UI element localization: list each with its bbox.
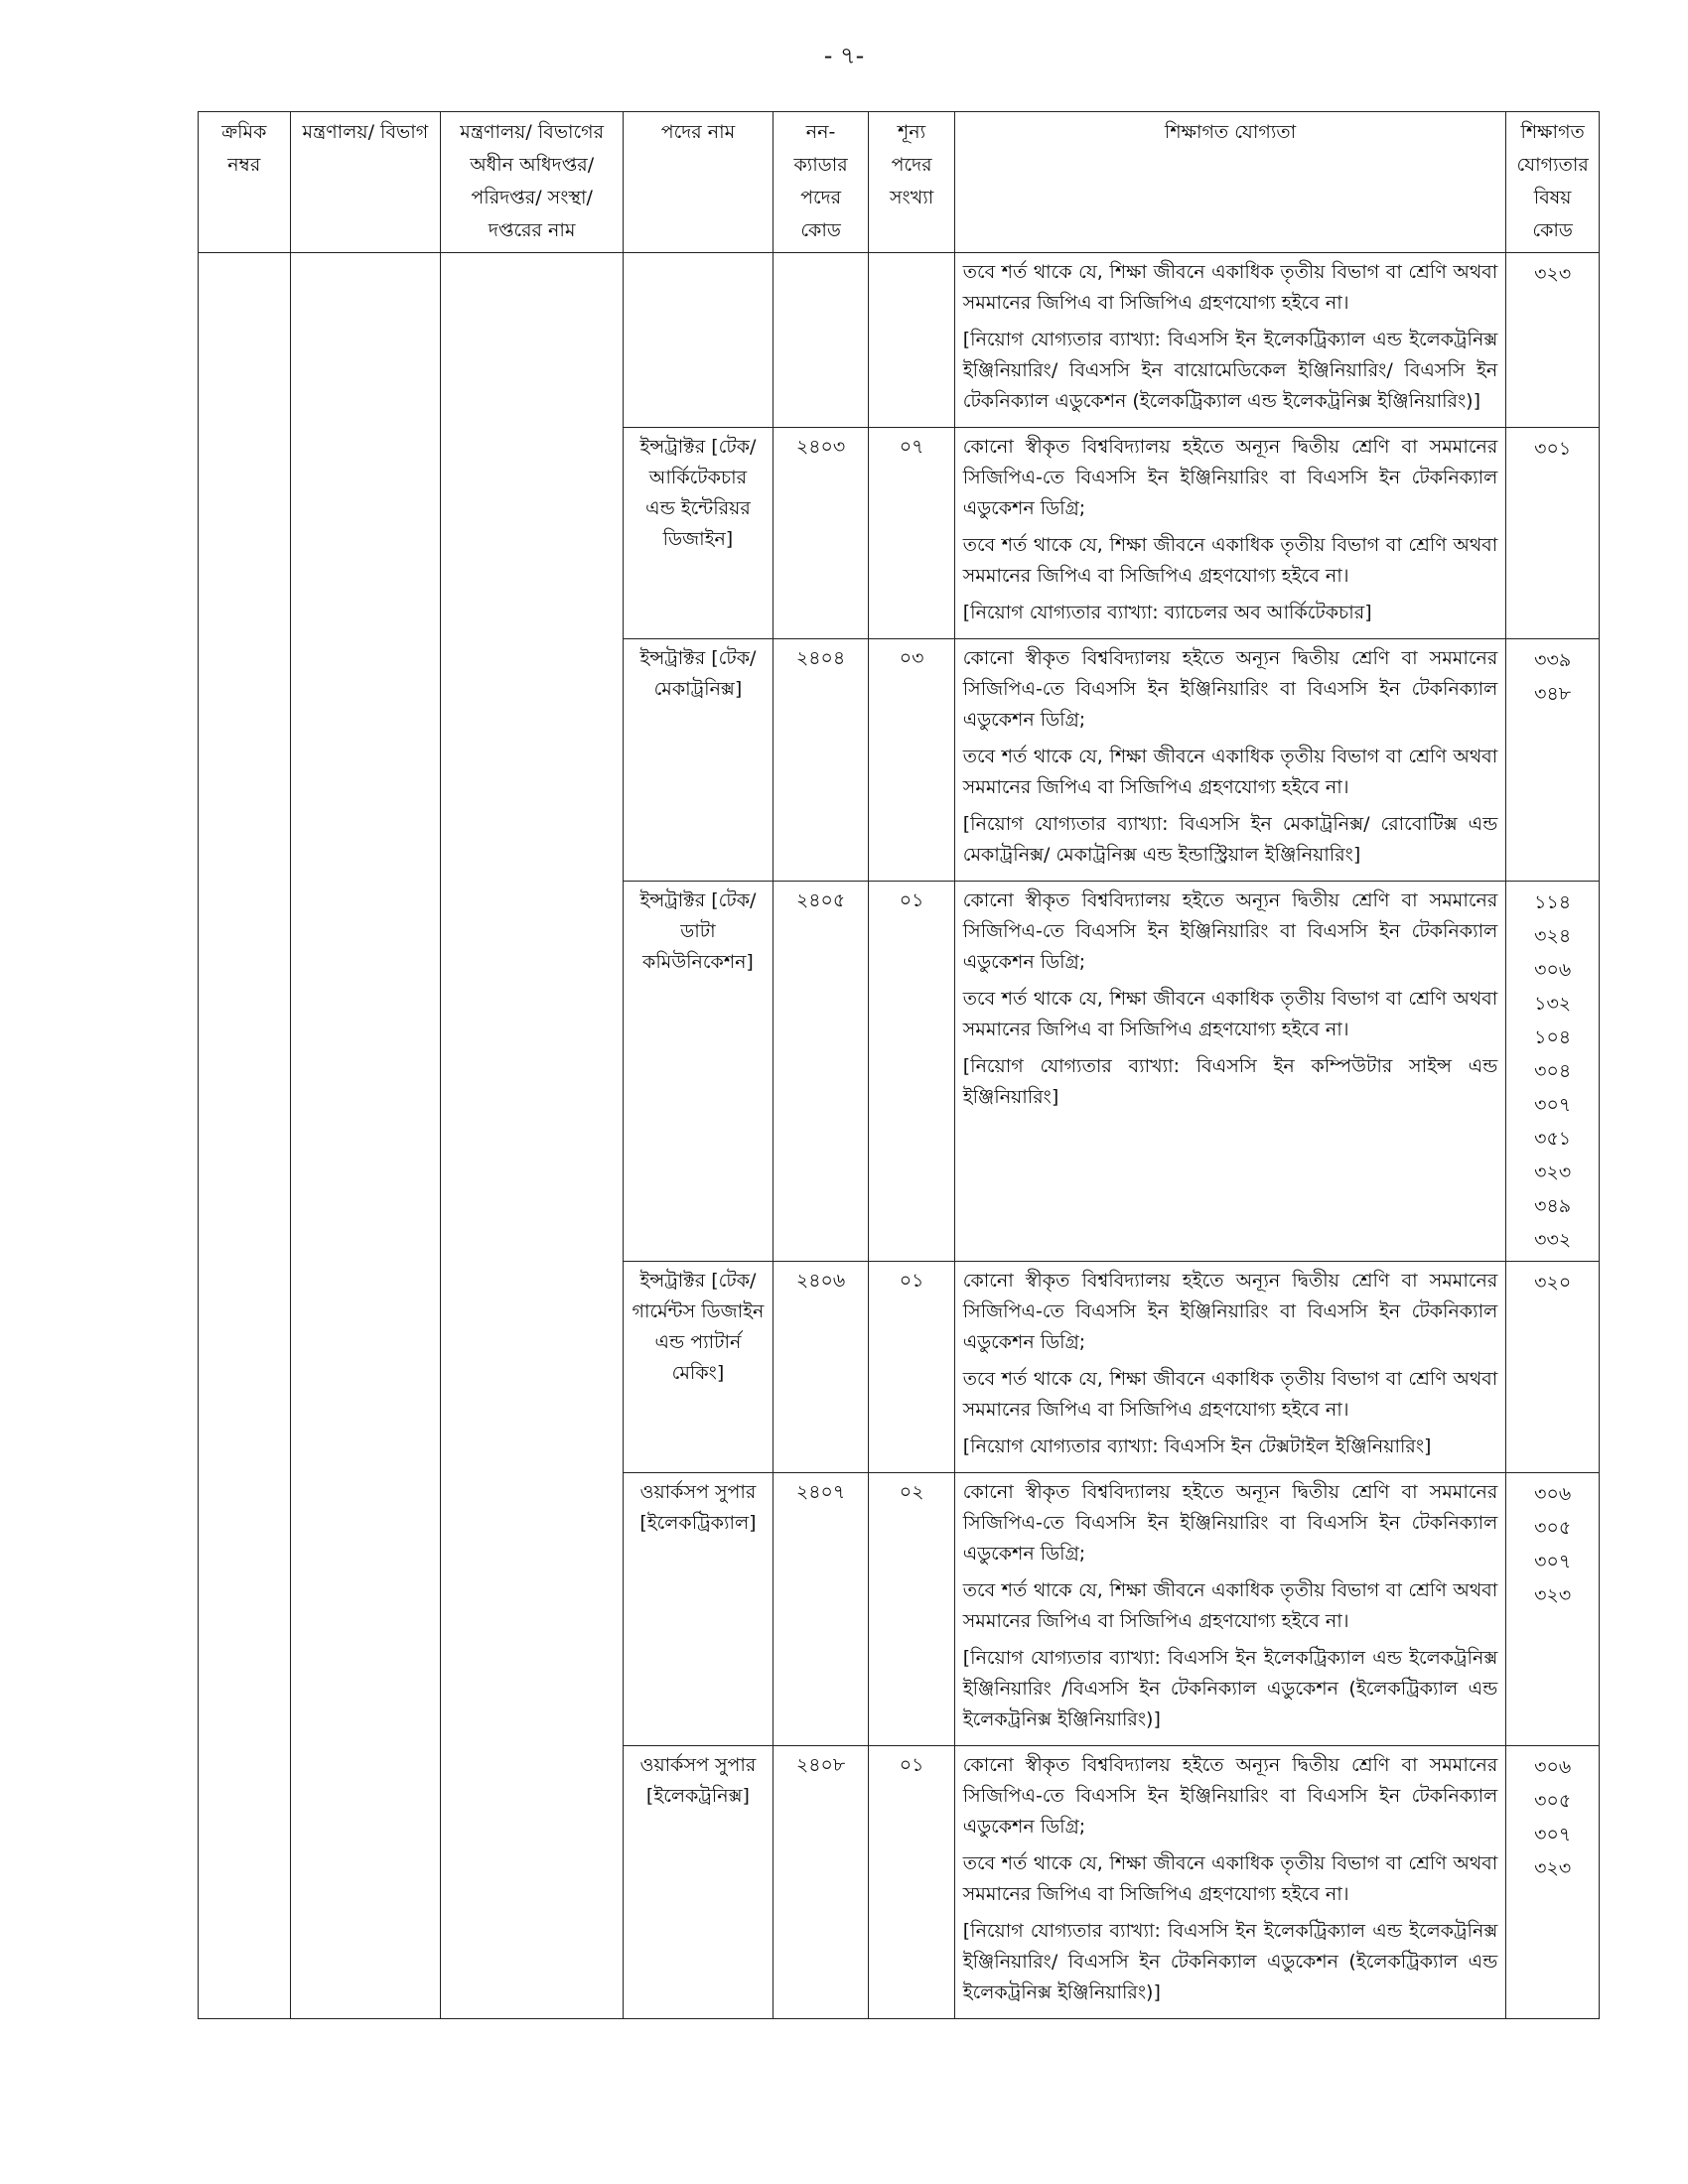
ministry-cell	[290, 253, 441, 2019]
vacancy-count-cell: ০৩	[869, 639, 954, 882]
header-non-cadre-code: নন-ক্যাডার পদের কোড	[773, 112, 869, 253]
qualification-paragraph: কোনো স্বীকৃত বিশ্ববিদ্যালয় হইতে অন্যূন দ্বিতীয় শ্রেণি বা সমমানের সিজিপিএ-তে বিএসসি ইন ইঞ্জিনিয়ারিং বা বিএসসি ইন টেকনিক্যাল এডুকেশন ডিগ্রি;	[962, 1270, 1498, 1353]
subject-code: ৩০৬	[1534, 959, 1572, 981]
serial-cell	[199, 253, 291, 2019]
vacancy-count-cell: ০১	[869, 882, 954, 1262]
qualification-paragraph: তবে শর্ত থাকে যে, শিক্ষা জীবনে একাধিক তৃতীয় বিভাগ বা শ্রেণি অথবা সমমানের জিপিএ বা সিজিপিএ গ্রহণযোগ্য হইবে না।	[962, 534, 1498, 587]
non-cadre-code-cell: ২৪০৭	[773, 1473, 869, 1746]
subject-code: ৩৫১	[1534, 1128, 1572, 1150]
subject-code: ৩০৫	[1534, 1790, 1572, 1812]
non-cadre-code-cell	[773, 253, 869, 428]
subject-code: ৩০৪	[1534, 1060, 1572, 1082]
recruitment-table	[198, 111, 1600, 2019]
qualification-paragraph: তবে শর্ত থাকে যে, শিক্ষা জীবনে একাধিক তৃতীয় বিভাগ বা শ্রেণি অথবা সমমানের জিপিএ বা সিজিপিএ গ্রহণযোগ্য হইবে না।	[962, 1368, 1498, 1421]
subject-codes-cell	[1506, 639, 1600, 882]
header-subject-code: শিক্ষাগত যোগ্যতার বিষয় কোড	[1506, 112, 1600, 253]
qualification-paragraph: কোনো স্বীকৃত বিশ্ববিদ্যালয় হইতে অন্যূন দ্বিতীয় শ্রেণি বা সমমানের সিজিপিএ-তে বিএসসি ইন ইঞ্জিনিয়ারিং বা বিএসসি ইন টেকনিক্যাল এডুকেশন ডিগ্রি;	[962, 436, 1498, 519]
qualification-cell	[954, 1746, 1506, 2019]
qualification-paragraph: তবে শর্ত থাকে যে, শিক্ষা জীবনে একাধিক তৃতীয় বিভাগ বা শ্রেণি অথবা সমমানের জিপিএ বা সিজিপিএ গ্রহণযোগ্য হইবে না।	[962, 746, 1498, 798]
header-post-name: পদের নাম	[624, 112, 773, 253]
qualification-paragraph: তবে শর্ত থাকে যে, শিক্ষা জীবনে একাধিক তৃতীয় বিভাগ বা শ্রেণি অথবা সমমানের জিপিএ বা সিজিপিএ গ্রহণযোগ্য হইবে না।	[962, 261, 1498, 314]
qualification-paragraph: [নিয়োগ যোগ্যতার ব্যাখ্যা: বিএসসি ইন টেক্সটাইল ইঞ্জিনিয়ারিং]	[962, 1435, 1432, 1457]
qualification-paragraph: [নিয়োগ যোগ্যতার ব্যাখ্যা: বিএসসি ইন ইলেকট্রিক্যাল এন্ড ইলেকট্রনিক্স ইঞ্জিনিয়ারিং/ বিএসসি ইন টেকনিক্যাল এডুকেশন (ইলেকট্রিক্যাল এন্ড ইলেকট্রনিক্স ইঞ্জিনিয়ারিং)]	[962, 1920, 1498, 2003]
qualification-paragraph: কোনো স্বীকৃত বিশ্ববিদ্যালয় হইতে অন্যূন দ্বিতীয় শ্রেণি বা সমমানের সিজিপিএ-তে বিএসসি ইন ইঞ্জিনিয়ারিং বা বিএসসি ইন টেকনিক্যাল এডুকেশন ডিগ্রি;	[962, 889, 1498, 973]
subject-code: ৩০১	[1534, 438, 1572, 460]
department-cell	[441, 253, 624, 2019]
subject-code: ১০৪	[1534, 1026, 1572, 1048]
subject-codes-cell	[1506, 253, 1600, 428]
subject-code: ৩০৭	[1534, 1094, 1572, 1116]
header-qualification: শিক্ষাগত যোগ্যতা	[954, 112, 1506, 253]
qualification-paragraph: কোনো স্বীকৃত বিশ্ববিদ্যালয় হইতে অন্যূন দ্বিতীয় শ্রেণি বা সমমানের সিজিপিএ-তে বিএসসি ইন ইঞ্জিনিয়ারিং বা বিএসসি ইন টেকনিক্যাল এডুকেশন ডিগ্রি;	[962, 1481, 1498, 1565]
subject-code: ৩৩২	[1534, 1229, 1572, 1251]
subject-code: ৩০৬	[1534, 1483, 1572, 1505]
subject-code: ১১৪	[1534, 891, 1572, 913]
qualification-cell	[954, 1473, 1506, 1746]
non-cadre-code-cell: ২৪০৩	[773, 428, 869, 639]
vacancy-count-cell: ০৭	[869, 428, 954, 639]
subject-codes-cell	[1506, 1262, 1600, 1473]
post-name-cell: ইন্সট্রাক্টর [টেক/ ডাটা কমিউনিকেশন]	[624, 882, 773, 1262]
table-row	[199, 253, 1600, 428]
subject-code: ৩০৭	[1534, 1551, 1572, 1572]
subject-codes-cell	[1506, 1473, 1600, 1746]
subject-code: ৩৪৮	[1534, 683, 1572, 705]
subject-code: ৩২৩	[1534, 1161, 1572, 1183]
qualification-paragraph: তবে শর্ত থাকে যে, শিক্ষা জীবনে একাধিক তৃতীয় বিভাগ বা শ্রেণি অথবা সমমানের জিপিএ বা সিজিপিএ গ্রহণযোগ্য হইবে না।	[962, 1579, 1498, 1632]
qualification-paragraph: [নিয়োগ যোগ্যতার ব্যাখ্যা: বিএসসি ইন ইলেকট্রিক্যাল এন্ড ইলেকট্রনিক্স ইঞ্জিনিয়ারিং /বিএসসি ইন টেকনিক্যাল এডুকেশন (ইলেকট্রিক্যাল এন্ড ইলেকট্রনিক্স ইঞ্জিনিয়ারিং)]	[962, 1647, 1498, 1730]
vacancy-count-cell: ০১	[869, 1746, 954, 2019]
non-cadre-code-cell: ২৪০৮	[773, 1746, 869, 2019]
subject-codes-cell	[1506, 428, 1600, 639]
qualification-cell	[954, 253, 1506, 428]
non-cadre-code-cell: ২৪০৫	[773, 882, 869, 1262]
qualification-paragraph: [নিয়োগ যোগ্যতার ব্যাখ্যা: বিএসসি ইন মেকাট্রনিক্স/ রোবোটিক্স এন্ড মেকাট্রনিক্স/ মেকাট্রনিক্স এন্ড ইন্ডাস্ট্রিয়াল ইঞ্জিনিয়ারিং]	[962, 813, 1498, 866]
subject-codes-cell	[1506, 882, 1600, 1262]
post-name-cell	[624, 253, 773, 428]
non-cadre-code-cell: ২৪০৪	[773, 639, 869, 882]
qualification-paragraph: [নিয়োগ যোগ্যতার ব্যাখ্যা: ব্যাচেলর অব আর্কিটেকচার]	[962, 602, 1372, 623]
vacancy-count-cell	[869, 253, 954, 428]
subject-code: ৩৩৯	[1534, 649, 1572, 671]
qualification-paragraph: তবে শর্ত থাকে যে, শিক্ষা জীবনে একাধিক তৃতীয় বিভাগ বা শ্রেণি অথবা সমমানের জিপিএ বা সিজিপিএ গ্রহণযোগ্য হইবে না।	[962, 1852, 1498, 1905]
subject-code: ১৩২	[1534, 993, 1572, 1015]
subject-code: ৩০৫	[1534, 1517, 1572, 1539]
subject-code: ৩২৩	[1534, 263, 1572, 285]
qualification-paragraph: কোনো স্বীকৃত বিশ্ববিদ্যালয় হইতে অন্যূন দ্বিতীয় শ্রেণি বা সমমানের সিজিপিএ-তে বিএসসি ইন ইঞ্জিনিয়ারিং বা বিএসসি ইন টেকনিক্যাল এডুকেশন ডিগ্রি;	[962, 1754, 1498, 1838]
vacancy-count-cell: ০২	[869, 1473, 954, 1746]
subject-code: ৩২৪	[1534, 925, 1572, 947]
subject-code: ৩৪৯	[1534, 1195, 1572, 1217]
qualification-cell	[954, 639, 1506, 882]
qualification-cell	[954, 428, 1506, 639]
subject-codes-cell	[1506, 1746, 1600, 2019]
subject-code: ৩০৭	[1534, 1824, 1572, 1845]
qualification-cell	[954, 882, 1506, 1262]
table-header-row	[199, 112, 1600, 253]
vacancy-count-cell: ০১	[869, 1262, 954, 1473]
table-body	[199, 253, 1600, 2019]
post-name-cell: ওয়ার্কসপ সুপার [ইলেকট্রনিক্স]	[624, 1746, 773, 2019]
subject-code: ৩০৬	[1534, 1756, 1572, 1778]
subject-code: ৩২০	[1534, 1272, 1572, 1294]
post-name-cell: ইন্সট্রাক্টর [টেক/ গার্মেন্টস ডিজাইন এন্ড প্যাটার্ন মেকিং]	[624, 1262, 773, 1473]
subject-code: ৩২৩	[1534, 1584, 1572, 1606]
header-vacancies: শূন্য পদের সংখ্যা	[869, 112, 954, 253]
qualification-paragraph: তবে শর্ত থাকে যে, শিক্ষা জীবনে একাধিক তৃতীয় বিভাগ বা শ্রেণি অথবা সমমানের জিপিএ বা সিজিপিএ গ্রহণযোগ্য হইবে না।	[962, 988, 1498, 1040]
non-cadre-code-cell: ২৪০৬	[773, 1262, 869, 1473]
post-name-cell: ওয়ার্কসপ সুপার [ইলেকট্রিক্যাল]	[624, 1473, 773, 1746]
qualification-paragraph: কোনো স্বীকৃত বিশ্ববিদ্যালয় হইতে অন্যূন দ্বিতীয় শ্রেণি বা সমমানের সিজিপিএ-তে বিএসসি ইন ইঞ্জিনিয়ারিং বা বিএসসি ইন টেকনিক্যাল এডুকেশন ডিগ্রি;	[962, 647, 1498, 731]
qualification-paragraph: [নিয়োগ যোগ্যতার ব্যাখ্যা: বিএসসি ইন কম্পিউটার সাইন্স এন্ড ইঞ্জিনিয়ারিং]	[962, 1055, 1498, 1108]
qualification-paragraph: [নিয়োগ যোগ্যতার ব্যাখ্যা: বিএসসি ইন ইলেকট্রিক্যাল এন্ড ইলেকট্রনিক্স ইঞ্জিনিয়ারিং/ বিএসসি ইন বায়োমেডিকেল ইঞ্জিনিয়ারিং/ বিএসসি ইন টেকনিক্যাল এডুকেশন (ইলেকট্রিক্যাল এন্ড ইলেকট্রনিক্স ইঞ্জিনিয়ারিং)]	[962, 329, 1498, 412]
header-serial: ক্রমিক নম্বর	[199, 112, 291, 253]
header-ministry: মন্ত্রণালয়/ বিভাগ	[290, 112, 441, 253]
post-name-cell: ইন্সট্রাক্টর [টেক/ মেকাট্রনিক্স]	[624, 639, 773, 882]
subject-code: ৩২৩	[1534, 1857, 1572, 1879]
page-number: - ৭-	[823, 42, 865, 69]
qualification-cell	[954, 1262, 1506, 1473]
post-name-cell: ইন্সট্রাক্টর [টেক/ আর্কিটেকচার এন্ড ইন্টেরিয়র ডিজাইন]	[624, 428, 773, 639]
header-department: মন্ত্রণালয়/ বিভাগের অধীন অধিদপ্তর/ পরিদপ্তর/ সংস্থা/ দপ্তরের নাম	[441, 112, 624, 253]
